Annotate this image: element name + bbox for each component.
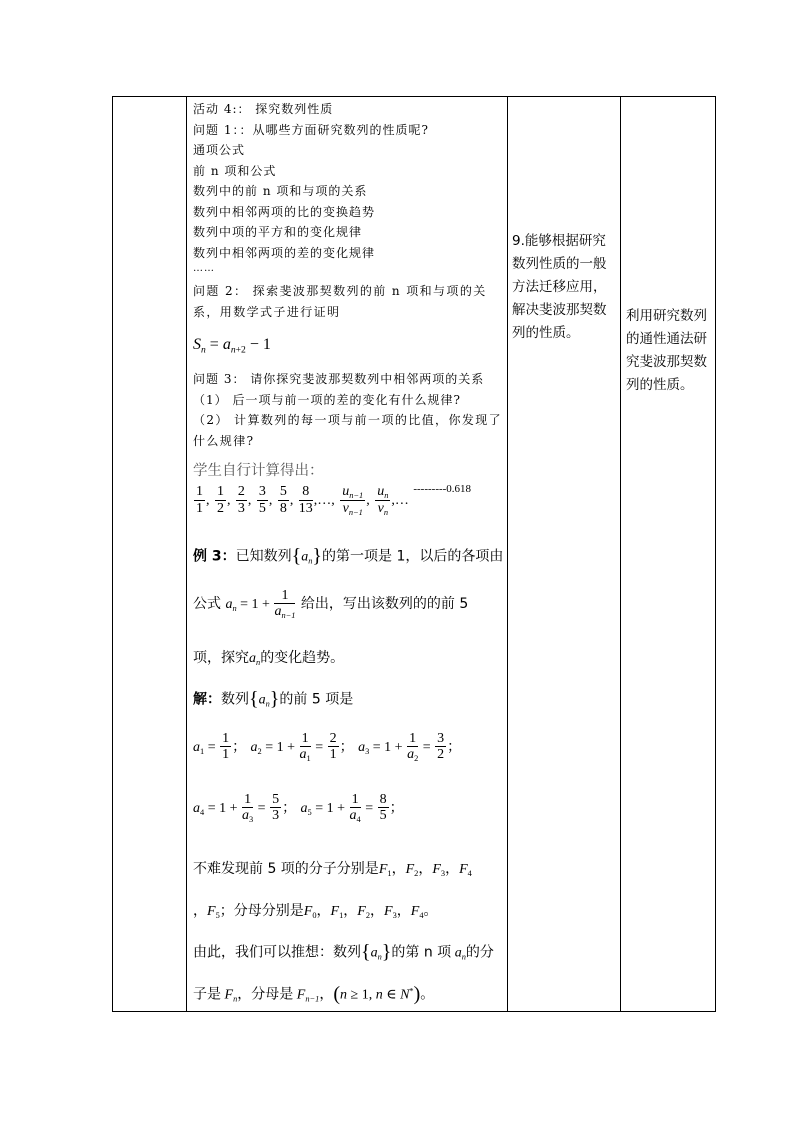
solution-text: 由此，我们可以推想：数列 [193, 944, 361, 961]
question-1: 问题 1：：从哪些方面研究数列的性质呢? [193, 122, 429, 137]
example-line-2: 公式 $a_n = 1$ + $\frac{1}{a_{n-1}}$ 给出，写出该数列的的前 5 [193, 588, 469, 621]
solution-text: 的分 [465, 944, 494, 961]
solution-text: ，分母是 [237, 986, 294, 1003]
student-calc: 学生自行计算得出： [193, 463, 324, 479]
solution-text: 子是 [193, 986, 221, 1003]
denominators-line: ，$F_5$；分母分别是$F_0$，$F_1$，$F_2$，$F_3$，$F_4$。 [193, 903, 438, 920]
solution-label: 解： [193, 691, 221, 708]
solution-text: 不难发现前 5 项的分子分别是 [193, 861, 379, 877]
example-text: 公式 [193, 595, 221, 612]
solution-text: 的前 5 项是 [279, 691, 354, 708]
ratio-limit: ---------0.618 [413, 483, 472, 495]
solution-line-1: 解：数列$\{a_n\}$的前 5 项是 [193, 688, 354, 710]
question-2: 问题 2： 探索斐波那契数列的前 n 项和与项的关系，用数学式子进行证明 [193, 284, 487, 319]
solution-text: 的第 n 项 [391, 944, 452, 961]
example-line-1: 例 3：已知数列$\{a_n\}$的第一项是 1，以后的各项由 [193, 545, 504, 567]
terms-line-2: $a_4 = 1$ + $\frac{1}{a_3}$ = $\frac{5}{3}$ ； $a_5 = 1$ + $\frac{1}{a_4}$ = $\frac{8}{5}$ ； [193, 792, 404, 825]
example-text: 的变化趋势。 [260, 650, 345, 666]
list-item: 数列中的前 n 项和与项的关系 [193, 184, 368, 198]
numerators-line: 不难发现前 5 项的分子分别是$F_1$，$F_2$，$F_3$，$F_4$ [193, 861, 472, 878]
example-text: 已知数列 [235, 548, 292, 565]
inference-line-1: 由此，我们可以推想：数列$\{a_n\}$的第 n 项 $a_n$的分 [193, 941, 494, 963]
question-3a: （1） 后一项与前一项的差的变化有什么规律? [193, 392, 461, 407]
design-intent: 利用研究数列的通性通法研究斐波那契数列的性质。 [626, 308, 707, 393]
example-label: 例 3： [193, 548, 236, 565]
learning-goal: 9.能够根据研究数列性质的一般方法迁移应用，解决斐波那契数列的性质。 [512, 233, 607, 341]
solution-text: 。 [423, 903, 438, 919]
table-column-divider [186, 96, 187, 1012]
example-text: 给出，写出该数列的的前 5 [300, 595, 469, 612]
solution-text: 数列 [221, 691, 249, 708]
question-3-block [193, 369, 503, 452]
example-text: 项，探究 [193, 650, 249, 666]
activity-title: 活动 4:： 探究数列性质 [193, 102, 334, 116]
table-column-divider [507, 96, 508, 1012]
terms-line-1: $a_1$ = $\frac{1}{1}$ ； $a_2 = 1$ + $\frac{1}{a_1}$ = $\frac{2}{1}$ ； $a_3 = 1$ + $\frac{1}{a_2}$ = $\frac{3}{2}$ ； [193, 731, 462, 764]
inference-line-2: 子是 $F_n$，分母是 $F_{n-1}$，(n ≥ 1, n ∈ N*)。 [193, 983, 435, 1005]
example-line-3: 项，探究$a_n$的变化趋势。 [193, 650, 345, 667]
question-3b: （2） 计算数列的每一项与前一项的比值，你发现了什么规律? [193, 413, 503, 448]
ratio-sequence: $\frac{1}{1}$ , $\frac{1}{2}$ , $\frac{2}{3}$ , $\frac{3}{5}$ , $\frac{5}{8}$ , $\frac{8}{13}$ ,…, $\frac{u_{n-1}}{v_{n-1}}$ , $\frac{u_n}{v_n}$ ,… $^{---------0.618}$ [196, 483, 472, 517]
activity-cell [193, 99, 503, 323]
list-item: 前 n 项和公式 [193, 163, 277, 178]
ellipsis: …… [193, 263, 215, 274]
sum-formula: $S_n = a_{n+2} - 1$ [193, 336, 271, 356]
list-item: 数列中相邻两项的比的变换趋势 [193, 204, 376, 219]
solution-text: ；分母分别是 [219, 903, 304, 919]
list-item: 通项公式 [193, 143, 246, 157]
list-item: 数列中项的平方和的变化规律 [193, 225, 363, 239]
table-column-divider [620, 96, 621, 1012]
question-3: 问题 3： 请你探究斐波那契数列中相邻两项的关系 [193, 372, 485, 386]
example-text: 的第一项是 1，以后的各项由 [322, 548, 504, 565]
list-item: 数列中相邻两项的差的变化规律 [193, 245, 376, 260]
